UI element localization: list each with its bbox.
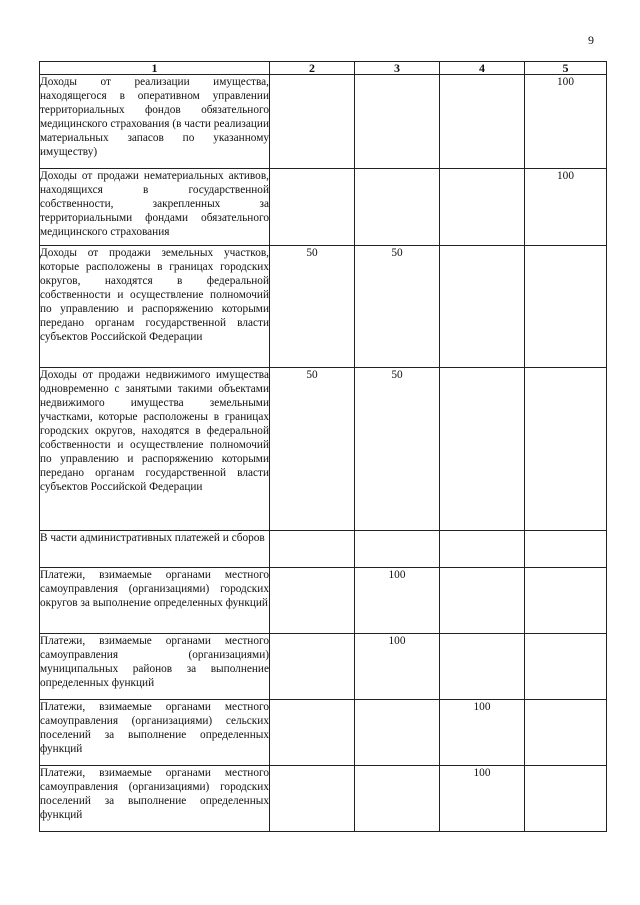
table-row [40,169,607,246]
row-description: Платежи, взимаемые органами местного самоуправления (организациями) городских округов за выполнение определенных функций [40,568,270,634]
row-value-col5 [525,634,607,700]
row-value-col2 [270,766,355,832]
row-value-col4 [440,531,525,568]
row-value-col4 [440,169,525,246]
row-value-col4: 100 [440,700,525,766]
revenue-distribution-table [39,61,607,832]
row-value-col2: 50 [270,368,355,531]
row-value-col4 [440,75,525,169]
table-row [40,634,607,700]
table-row [40,700,607,766]
row-description: Доходы от реализации имущества, находящегося в оперативном управлении территориальных фондов обязательного медицинского страхования (в части реализации материальных запасов по указанному имуществу) [40,75,270,169]
row-value-col5 [525,568,607,634]
row-value-col2: 50 [270,246,355,368]
row-value-col2 [270,634,355,700]
row-description: Платежи, взимаемые органами местного самоуправления (организациями) городских поселений за выполнение определенных функций [40,766,270,832]
table-row [40,568,607,634]
row-value-col4: 100 [440,766,525,832]
column-header-1: 1 [40,62,270,75]
row-value-col5 [525,246,607,368]
row-value-col2 [270,169,355,246]
row-description: Платежи, взимаемые органами местного самоуправления (организациями) сельских поселений за выполнение определенных функций [40,700,270,766]
row-value-col5 [525,368,607,531]
row-value-col5: 100 [525,75,607,169]
row-value-col2 [270,75,355,169]
row-value-col3: 100 [355,634,440,700]
row-value-col3 [355,169,440,246]
row-description: Доходы от продажи земельных участков, которые расположены в границах городских округов, находятся в федеральной собственности и осуществление полномочий по управлению и распоряжению которыми передано органам государственной власти субъектов Российской Федерации [40,246,270,368]
row-value-col5: 100 [525,169,607,246]
row-value-col2 [270,700,355,766]
row-value-col3: 50 [355,368,440,531]
page-number: 9 [588,33,594,47]
row-value-col5 [525,766,607,832]
column-header-4: 4 [440,62,525,75]
row-value-col2 [270,531,355,568]
row-value-col4 [440,568,525,634]
row-value-col5 [525,700,607,766]
table-row [40,246,607,368]
column-header-3: 3 [355,62,440,75]
row-value-col2 [270,568,355,634]
column-header-5: 5 [525,62,607,75]
row-value-col4 [440,634,525,700]
table-header-row [40,62,607,75]
row-value-col3 [355,700,440,766]
row-value-col3: 50 [355,246,440,368]
row-value-col3 [355,75,440,169]
column-header-2: 2 [270,62,355,75]
row-description: Платежи, взимаемые органами местного самоуправления (организациями) муниципальных районов за выполнение определенных функций [40,634,270,700]
row-value-col4 [440,368,525,531]
table-row [40,75,607,169]
row-value-col3 [355,531,440,568]
row-value-col3: 100 [355,568,440,634]
table-row [40,766,607,832]
row-description: Доходы от продажи нематериальных активов, находящихся в государственной собственности, закрепленных за территориальными фондами обязательного медицинского страхования [40,169,270,246]
table-row [40,368,607,531]
row-value-col3 [355,766,440,832]
row-value-col5 [525,531,607,568]
row-value-col4 [440,246,525,368]
table-row [40,531,607,568]
row-description: Доходы от продажи недвижимого имущества одновременно с занятыми такими объектами недвижимого имущества земельными участками, которые расположены в границах городских округов, находятся в федеральной собственности и осуществление полномочий по управлению и распоряжению которыми передано органам государственной власти субъектов Российской Федерации [40,368,270,531]
row-description: В части административных платежей и сборов [40,531,270,568]
